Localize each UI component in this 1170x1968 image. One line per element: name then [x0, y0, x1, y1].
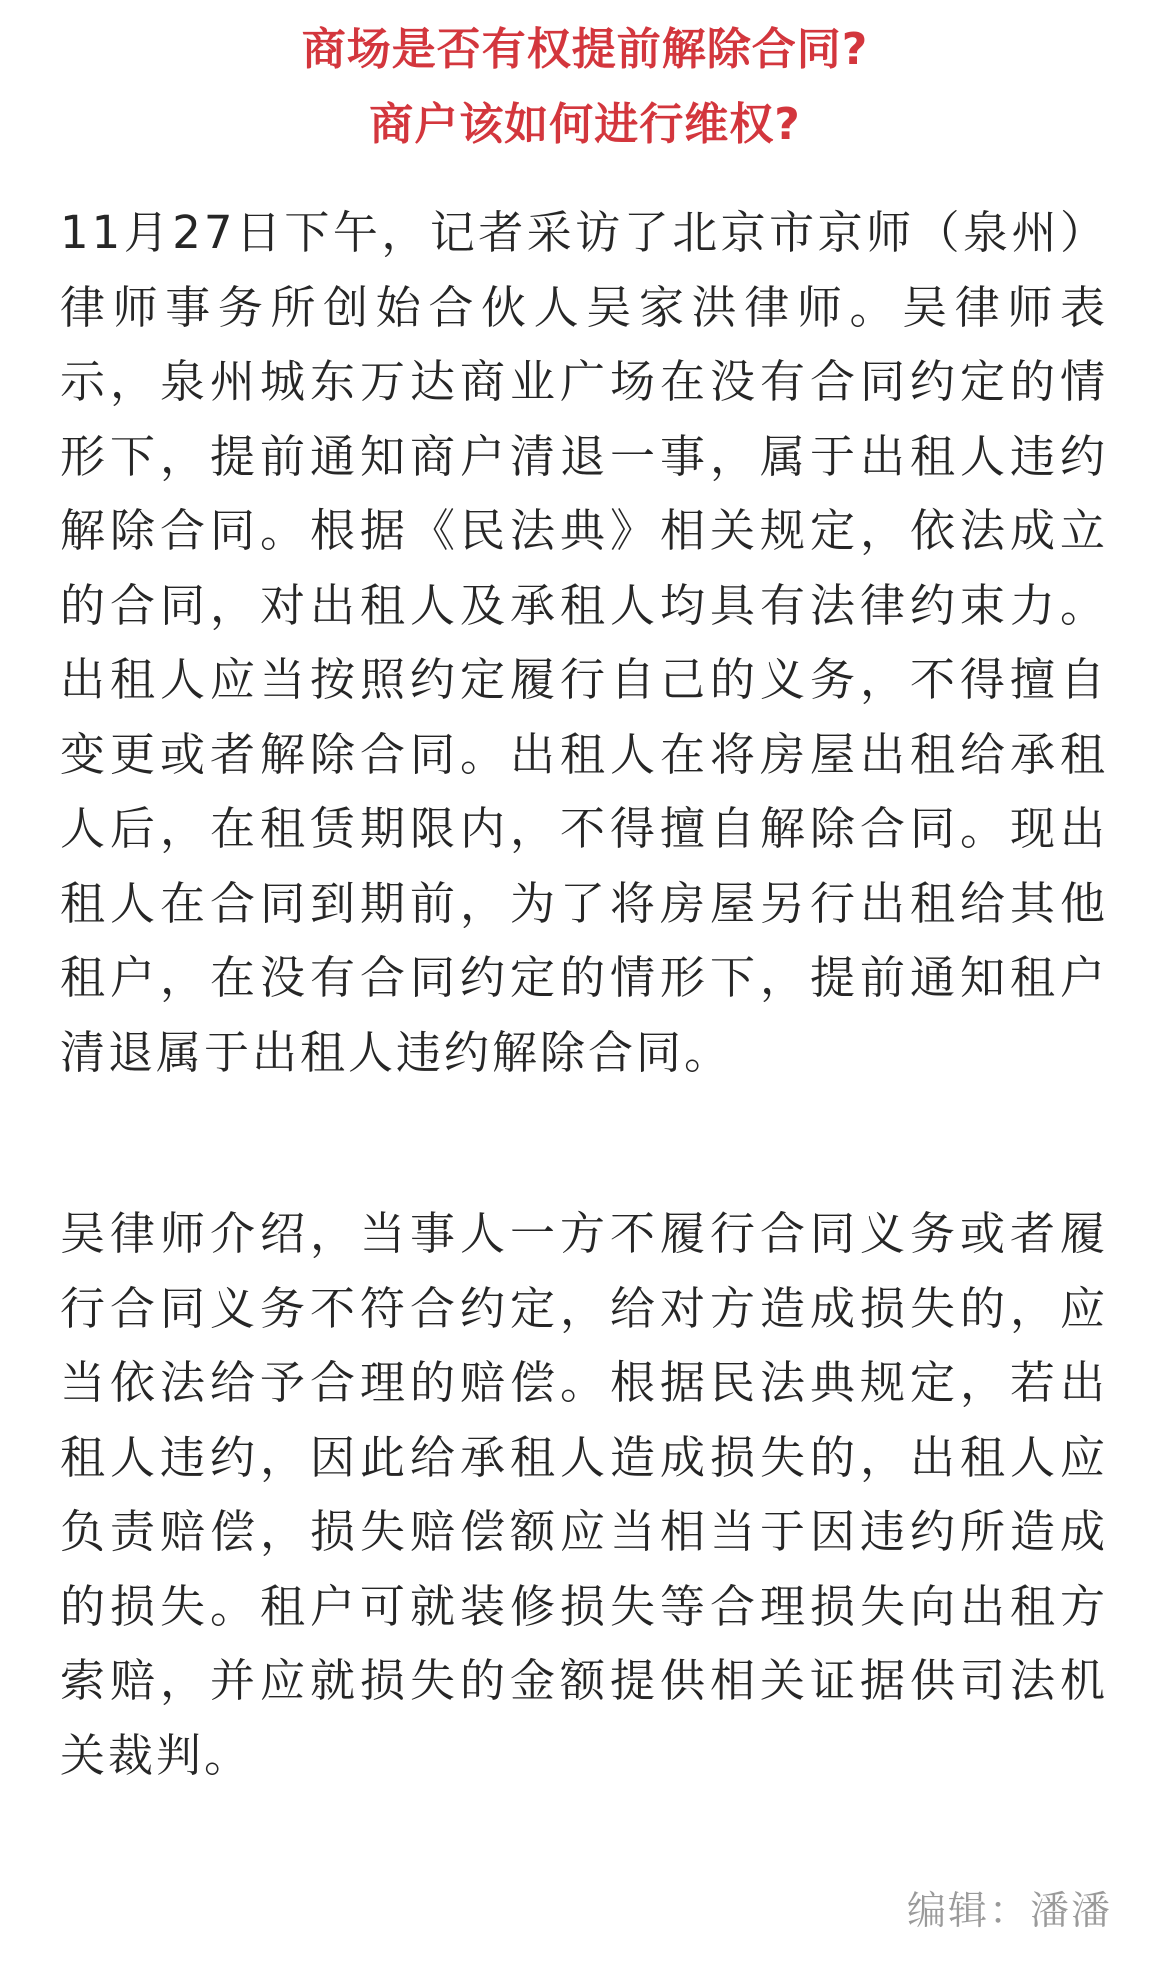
headline-line-1: 商场是否有权提前解除合同?: [301, 24, 869, 75]
body-paragraph-1: 11月27日下午，记者采访了北京市京师（泉州）律师事务所创始合伙人吴家洪律师。吴律师表示，泉州城东万达商业广场在没有合同约定的情形下，提前通知商户清退一事，属于出租人违约解除合同。根据《民法典》相关规定，依法成立的合同，对出租人及承租人均具有法律约束力。出租人应当按照约定履行自己的义务，不得擅自变更或者解除合同。出租人在将房屋出租给承租人后，在租赁期限内，不得擅自解除合同。现出租人在合同到期前，为了将房屋另行出租给其他租户，在没有合同约定的情形下，提前通知租户清退属于出租人违约解除合同。: [60, 206, 1108, 1079]
article-headline: [0, 12, 1170, 162]
body-paragraph-2: 吴律师介绍，当事人一方不履行合同义务或者履行合同义务不符合约定，给对方造成损失的，应当依法给予合理的赔偿。根据民法典规定，若出租人违约，因此给承租人造成损失的，出租人应负责赔偿，损失赔偿额应当相当于因违约所造成的损失。租户可就装修损失等合理损失向出租方索赔，并应就损失的金额提供相关证据供司法机关裁判。: [60, 1207, 1108, 1782]
editor-credit: 编辑：潘潘: [906, 1889, 1112, 1934]
headline-line-2: 商户该如何进行维权?: [369, 99, 801, 150]
